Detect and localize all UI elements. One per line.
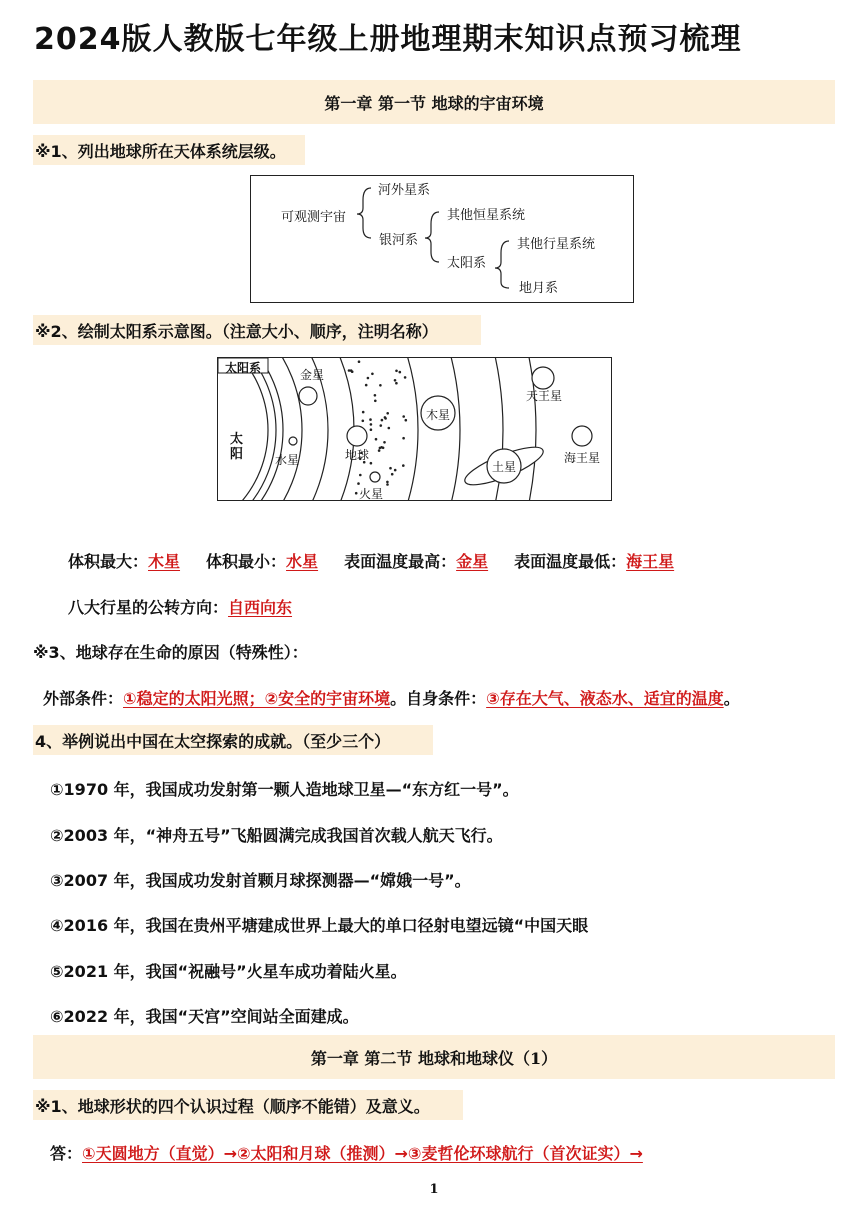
asteroid-dot <box>378 449 381 452</box>
asteroid-dot <box>374 400 377 403</box>
hierarchy-earth-moon: 地月系 <box>519 281 559 296</box>
asteroid-dot <box>365 384 368 387</box>
direction-label: 八大行星的公转方向： <box>68 598 229 617</box>
achievement-1: ①1970 年，我国成功发射第一颗人造地球卫星—“东方红一号”。 <box>50 780 519 799</box>
asteroid-dot <box>386 412 389 415</box>
hottest-answer: 金星 <box>456 552 489 571</box>
largest-label: 体积最大： <box>68 552 149 571</box>
planet-mercury-label: 水星 <box>275 453 300 467</box>
self-answer: ③存在大气、液态水、适宜的温度 <box>486 689 724 708</box>
asteroid-dot <box>348 369 351 372</box>
planet-mars-label: 火星 <box>359 487 384 501</box>
answer-label: 答： <box>50 1144 83 1163</box>
hierarchy-other-stars: 其他恒星系统 <box>447 208 526 223</box>
asteroid-dot <box>399 371 402 374</box>
planet-saturn-label: 土星 <box>492 460 517 474</box>
achievement-3: ③2007 年，我国成功发射首颗月球探测器—“嫦娥一号”。 <box>50 871 471 890</box>
asteroid-dot <box>380 424 383 427</box>
asteroid-dot <box>395 370 398 373</box>
asteroid-dot <box>367 377 370 380</box>
planet-facts-row <box>68 549 674 572</box>
external-label: 外部条件： <box>43 689 124 708</box>
chapter-heading-2: 第一章 第二节 地球和地球仪（1） <box>33 1035 835 1079</box>
asteroid-dot <box>358 360 361 363</box>
asteroid-dot <box>395 382 398 385</box>
achievement-4: ④2016 年，我国在贵州平塘建成世界上最大的单口径射电望远镜“中国天眼 <box>50 916 589 935</box>
question-3: ※3、地球存在生命的原因（特殊性）： <box>33 643 308 662</box>
asteroid-dot <box>362 411 365 414</box>
asteroid-dot <box>370 423 373 426</box>
direction-answer: 自西向东 <box>228 598 293 617</box>
asteroid-dot <box>362 420 365 423</box>
coldest-label: 表面温度最低： <box>514 552 627 571</box>
achievement-5: ⑤2021 年，我国“祝融号”火星车成功着陆火星。 <box>50 962 407 981</box>
life-end: 。 <box>723 689 740 708</box>
question-2: ※2、绘制太阳系示意图。（注意大小、顺序，注明名称） <box>33 315 481 345</box>
page-number: 1 <box>429 1182 439 1197</box>
question-5: ※1、地球形状的四个认识过程（顺序不能错）及意义。 <box>33 1090 463 1120</box>
asteroid-dot <box>402 415 405 418</box>
asteroid-dot <box>394 379 397 382</box>
asteroid-dot <box>382 447 385 450</box>
question-4: 4、举例说出中国在太空探索的成就。（至少三个） <box>33 725 433 755</box>
asteroid-dot <box>369 418 372 421</box>
chapter-heading-1: 第一章 第一节 地球的宇宙环境 <box>33 80 835 124</box>
asteroid-dot <box>371 373 374 376</box>
sun-label: 太 阳 <box>230 432 244 462</box>
asteroid-dot <box>386 483 389 486</box>
hierarchy-extragalactic: 河外星系 <box>378 183 431 198</box>
asteroid-dot <box>383 441 386 444</box>
asteroid-dot <box>402 464 405 467</box>
planet-venus-label: 金星 <box>300 368 325 382</box>
smallest-answer: 水星 <box>286 552 319 571</box>
celestial-hierarchy-diagram <box>250 175 634 303</box>
achievement-6: ⑥2022 年，我国“天宫”空间站全面建成。 <box>50 1007 359 1026</box>
asteroid-dot <box>384 416 387 419</box>
asteroid-dot <box>355 492 358 495</box>
answer-row <box>50 1141 643 1164</box>
hottest-label: 表面温度最高： <box>344 552 457 571</box>
asteroid-dot <box>374 394 377 397</box>
asteroid-dot <box>388 427 391 430</box>
solar-system-diagram <box>217 357 612 501</box>
external-answer: ①稳定的太阳光照；②安全的宇宙环境 <box>123 689 391 708</box>
coldest-answer: 海王星 <box>626 552 675 571</box>
asteroid-dot <box>386 481 389 484</box>
page-title: 2024版人教版七年级上册地理期末知识点预习梳理 <box>34 22 742 57</box>
self-label: 。自身条件： <box>390 689 487 708</box>
asteroid-dot <box>402 437 405 440</box>
achievement-2: ②2003 年，“神舟五号”飞船圆满完成我国首次载人航天飞行。 <box>50 826 503 845</box>
asteroid-dot <box>379 384 382 387</box>
revolution-direction-row <box>68 595 292 618</box>
asteroid-dot <box>391 473 394 476</box>
asteroid-dot <box>405 419 408 422</box>
smallest-label: 体积最小： <box>206 552 287 571</box>
hierarchy-solar-system: 太阳系 <box>447 256 487 271</box>
planet-jupiter-label: 木星 <box>426 408 451 422</box>
asteroid-dot <box>381 419 384 422</box>
asteroid-dot <box>394 469 397 472</box>
asteroid-dot <box>370 428 373 431</box>
question-1: ※1、列出地球所在天体系统层级。 <box>33 135 305 165</box>
life-conditions-row <box>43 686 740 709</box>
answer-text: ①天圆地方（直觉）→②太阳和月球（推测）→③麦哲伦环球航行（首次证实）→ <box>82 1144 643 1163</box>
asteroid-dot <box>370 462 373 465</box>
asteroid-dot <box>375 438 378 441</box>
asteroid-dot <box>359 474 362 477</box>
hierarchy-root: 可观测宇宙 <box>281 210 347 225</box>
hierarchy-milky-way: 银河系 <box>379 233 419 248</box>
planet-neptune-label: 海王星 <box>564 451 601 465</box>
planet-uranus-label: 天王星 <box>526 389 563 403</box>
asteroid-dot <box>389 467 392 470</box>
largest-answer: 木星 <box>148 552 181 571</box>
hierarchy-other-planets: 其他行星系统 <box>517 237 596 252</box>
asteroid-dot <box>404 376 407 379</box>
solar-system-drawing <box>218 358 611 500</box>
planet-earth-label: 地球 <box>345 448 370 462</box>
solar-box-label: 太阳系 <box>225 361 262 375</box>
